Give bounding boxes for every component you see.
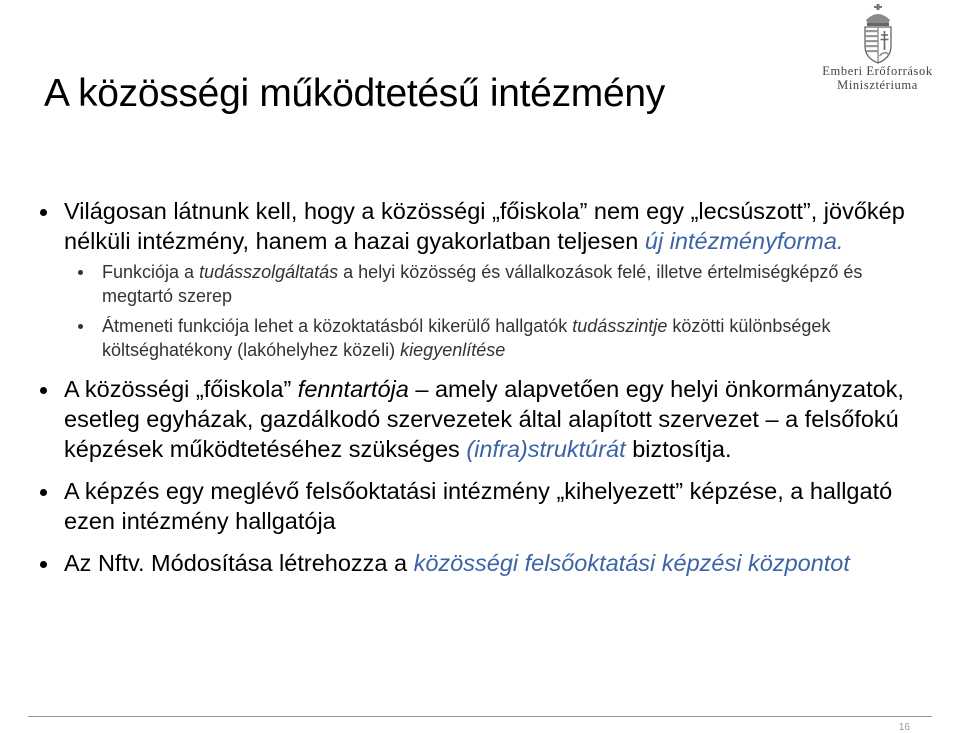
ministry-logo (815, 4, 940, 100)
slide-title: A közösségi működtetésű intézmény (44, 72, 665, 115)
sub-bullet-1-text-b: a helyi közösség és vállalkozások felé, illetve értelmiségképző és megtartó szerep (102, 262, 863, 306)
footer-divider (28, 716, 932, 717)
bullet-3-text: A képzés egy meglévő felsőoktatási intézmény „kihelyezett” képzése, a hallgató ezen intézmény hallgatója (64, 478, 893, 534)
bullet-2-emphasis-1: fenntartója (297, 376, 409, 402)
bullet-2-text-b: – amely alapvetően egy helyi önkormányzatok, esetleg egyházak, gazdálkodó szervezetek által alapított szervezet – a felsőfokú képzések működtetéséhez szükséges (64, 376, 904, 462)
bullet-2-emphasis-2: (infra)struktúrát (466, 436, 626, 462)
logo-line-1: Emberi Erőforrások (822, 64, 933, 78)
bullet-2 (40, 374, 920, 464)
sub-bullet-1-text-a: Funkciója a (102, 262, 200, 282)
bullet-dot (40, 561, 47, 568)
bullet-4-emphasis: közösségi felsőoktatási képzési központot (413, 550, 850, 576)
sub-bullet-1-emphasis: tudásszolgáltatás (199, 262, 339, 282)
sub-bullet-2-emphasis-2: kiegyenlítése (400, 340, 506, 360)
bullet-2-text-c: biztosítja. (625, 436, 732, 462)
bullet-dot (40, 489, 47, 496)
sub-bullet-2-text-b: közötti különbségek költséghatékony (lakóhelyhez közeli) (102, 316, 831, 360)
bullet-3 (40, 476, 920, 536)
bullet-1 (40, 196, 920, 256)
sub-bullet-2-text-a: Átmeneti funkciója lehet a közoktatásból kikerülő hallgatók (102, 316, 573, 336)
page-number: 16 (898, 722, 910, 733)
sub-bullet-1 (78, 260, 920, 308)
hungarian-coat-of-arms-icon (861, 4, 895, 64)
bullet-2-text-a: A közösségi „főiskola” (64, 376, 298, 402)
bullet-list (40, 196, 920, 578)
sub-bullet-dot (78, 270, 83, 275)
logo-line-2: Minisztériuma (837, 78, 918, 92)
bullet-1-emphasis: új intézményforma. (644, 228, 844, 254)
bullet-dot (40, 209, 47, 216)
bullet-1-text: Világosan látnunk kell, hogy a közösségi „főiskola” nem egy „lecsúszott”, jövőkép nélküli intézmény, hanem a hazai gyakorlatban teljesen (64, 198, 905, 254)
sub-bullet-dot (78, 324, 83, 329)
bullet-4 (40, 548, 920, 578)
sub-bullet-2-emphasis-1: tudásszintje (572, 316, 668, 336)
bullet-dot (40, 387, 47, 394)
sub-bullet-2 (78, 314, 920, 362)
bullet-4-text: Az Nftv. Módosítása létrehozza a (64, 550, 414, 576)
